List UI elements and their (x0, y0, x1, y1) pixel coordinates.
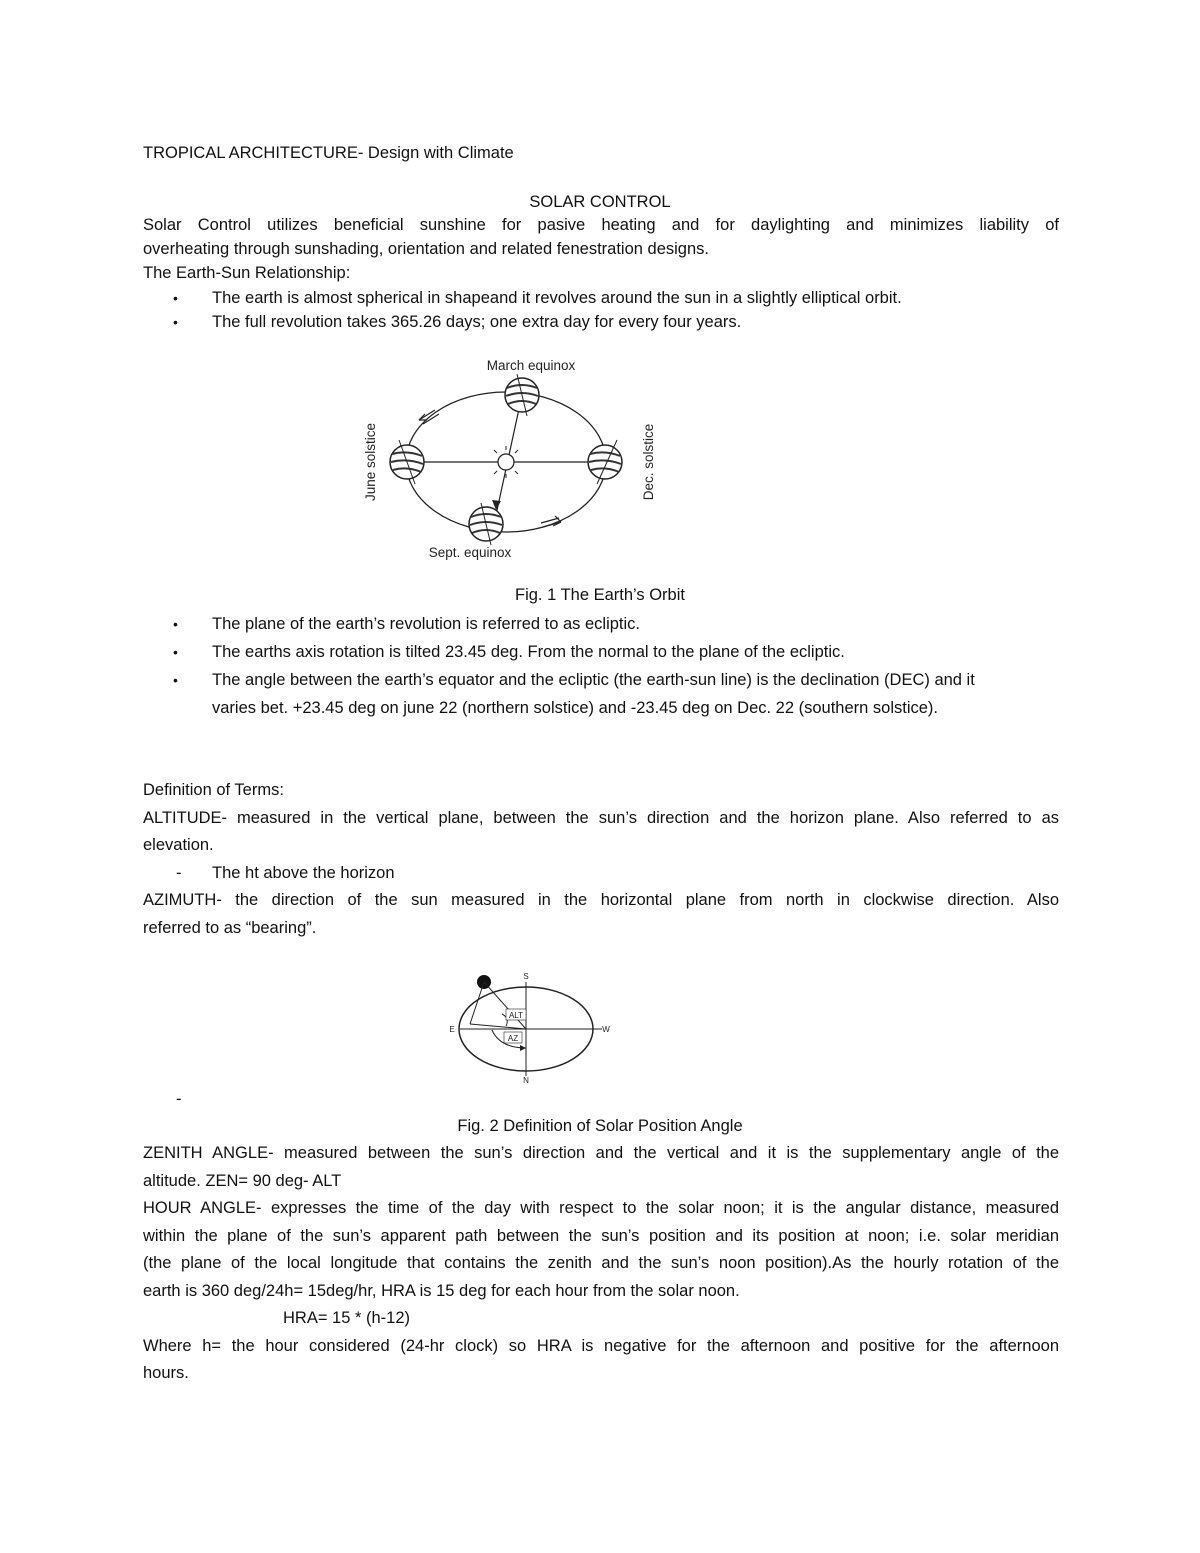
label-south: S (523, 972, 529, 981)
label-june-solstice: June solstice (363, 422, 378, 502)
dash-marker: - (176, 864, 182, 882)
label-az: AZ (507, 1034, 519, 1043)
earth-orbit-figure (355, 350, 675, 565)
arrowhead (520, 1045, 526, 1051)
bullet-marker: • (173, 672, 178, 688)
bullet-item-line1: The angle between the earth’s equator and the ecliptic (the earth-sun line) is the declination (DEC) and it (212, 671, 975, 689)
bullet-marker: • (173, 616, 178, 632)
hour-angle-line3: (the plane of the local longitude that contains the zenith and the sun’s noon position).As the hourly rotation of the (143, 1254, 1059, 1272)
intro-paragraph-line2: overheating through sunshading, orientation and related fenestration designs. (143, 240, 709, 258)
bullet-marker: • (173, 314, 178, 330)
sun-projection-line (470, 1024, 526, 1029)
earth-dec-icon (588, 440, 622, 484)
label-sept-equinox: Sept. equinox (428, 545, 512, 560)
bullet-item-line2: varies bet. +23.45 deg on june 22 (northern solstice) and -23.45 deg on Dec. 22 (southern solstice). (212, 699, 938, 717)
bullet-item: The earth is almost spherical in shapeand it revolves around the sun in a slightly elliptical orbit. (212, 289, 902, 307)
earth-sun-heading: The Earth-Sun Relationship: (143, 264, 351, 282)
bullet-marker: • (173, 290, 178, 306)
bullet-item: The earths axis rotation is tilted 23.45 deg. From the normal to the plane of the ecliptic. (212, 643, 845, 661)
where-line1: Where h= the hour considered (24-hr clock) so HRA is negative for the afternoon and positive for the afternoon (143, 1337, 1059, 1355)
where-line2: hours. (143, 1364, 189, 1382)
bullet-marker: • (173, 644, 178, 660)
hra-formula: HRA= 15 * (h-12) (283, 1309, 411, 1327)
document-title: TROPICAL ARCHITECTURE- Design with Climate (143, 144, 514, 162)
hour-angle-line1: HOUR ANGLE- expresses the time of the day with respect to the solar noon; it is the angular distance, measured (143, 1199, 1059, 1217)
figure1-caption: Fig. 1 The Earth’s Orbit (515, 586, 685, 604)
label-north: N (523, 1076, 529, 1085)
intro-paragraph-line1: Solar Control utilizes beneficial sunshine for pasive heating and for daylighting and minimizes liability of (143, 216, 1059, 234)
zenith-definition-line1: ZENITH ANGLE- measured between the sun’s direction and the vertical and it is the supplementary angle of the (143, 1144, 1059, 1162)
definitions-heading: Definition of Terms: (143, 781, 284, 799)
hour-angle-line2: within the plane of the sun’s apparent path between the sun’s position and its position at noon; i.e. solar meridian (143, 1227, 1059, 1245)
hour-angle-line4: earth is 360 deg/24h= 15deg/hr, HRA is 15 deg for each hour from the solar noon. (143, 1282, 740, 1300)
figure2-caption: Fig. 2 Definition of Solar Position Angle (457, 1117, 743, 1135)
sun-vertical-line (470, 982, 484, 1024)
label-alt: ALT (508, 1011, 524, 1020)
solar-position-figure (440, 968, 620, 1088)
altitude-subpoint: The ht above the horizon (212, 864, 395, 882)
earth-june-icon (390, 440, 424, 484)
azimuth-definition-line2: referred to as “bearing”. (143, 919, 317, 937)
dash-marker: - (176, 1090, 182, 1108)
earth-march-icon (505, 374, 539, 416)
altitude-definition-line2: elevation. (143, 836, 214, 854)
label-west: W (602, 1025, 610, 1034)
label-dec-solstice: Dec. solstice (641, 423, 656, 501)
label-march-equinox: March equinox (486, 358, 576, 373)
section-title: SOLAR CONTROL (529, 193, 671, 211)
altitude-definition-line1: ALTITUDE- measured in the vertical plane, between the sun’s direction and the horizon plane. Also referred to as (143, 809, 1059, 827)
label-east: E (449, 1025, 455, 1034)
azimuth-definition-line1: AZIMUTH- the direction of the sun measured in the horizontal plane from north in clockwise direction. Also (143, 891, 1059, 909)
zenith-definition-line2: altitude. ZEN= 90 deg- ALT (143, 1172, 342, 1190)
earth-sept-icon (469, 503, 503, 545)
bullet-item: The plane of the earth’s revolution is referred to as ecliptic. (212, 615, 641, 633)
bullet-item: The full revolution takes 365.26 days; one extra day for every four years. (212, 313, 742, 331)
